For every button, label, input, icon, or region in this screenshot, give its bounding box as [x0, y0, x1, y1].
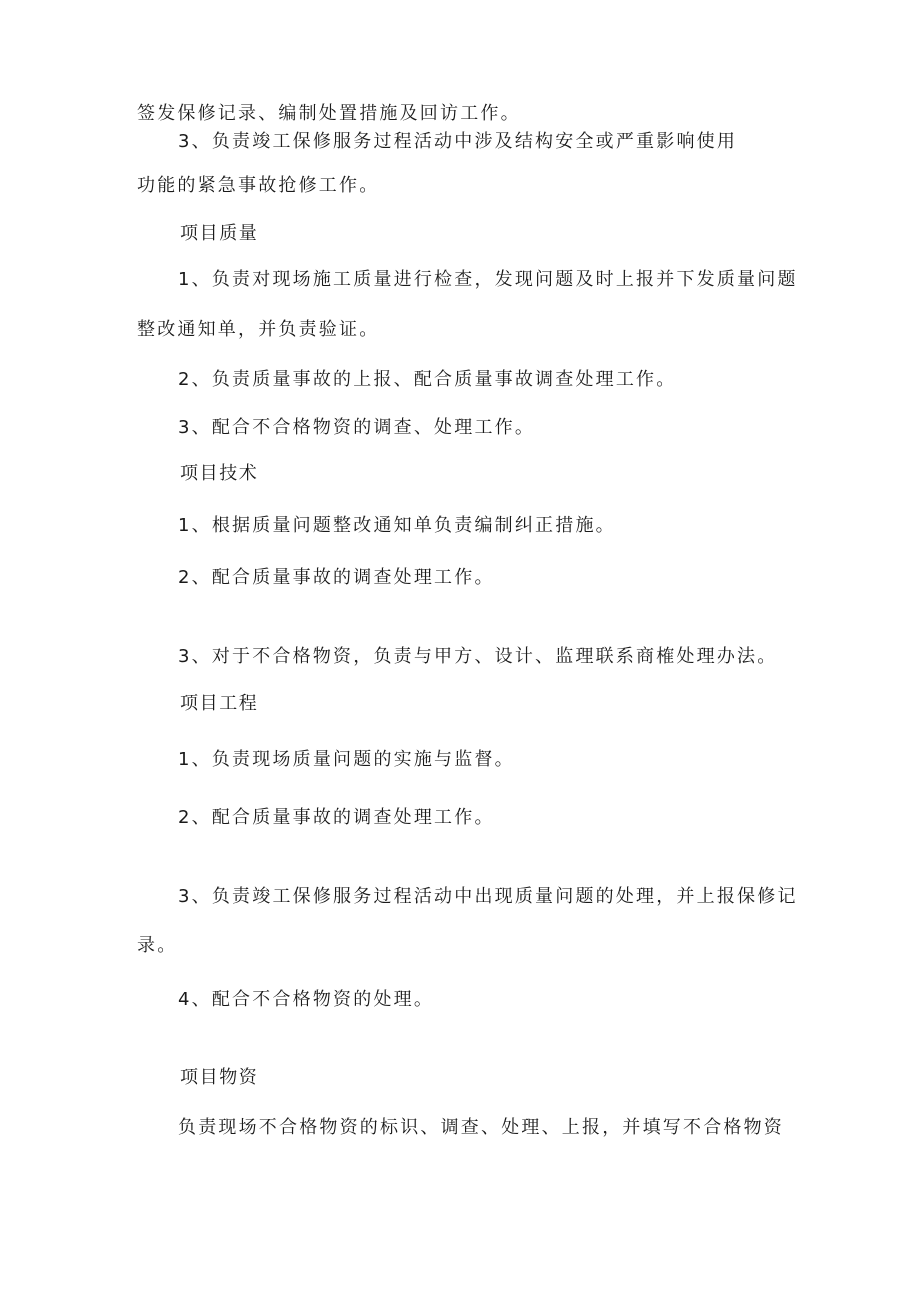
section-heading-technology: 项目技术: [180, 463, 259, 484]
section-heading-quality: 项目质量: [180, 223, 259, 244]
section-heading-materials: 项目物资: [180, 1067, 259, 1088]
paragraph-line: 3、对于不合格物资，负责与甲方、设计、监理联系商榷处理办法。: [178, 646, 778, 667]
paragraph-line: 录。: [137, 935, 178, 956]
paragraph-line: 1、负责对现场施工质量进行检查，发现问题及时上报并下发质量问题: [178, 269, 798, 290]
paragraph-line: 3、配合不合格物资的调查、处理工作。: [178, 417, 536, 438]
paragraph-line: 2、配合质量事故的调查处理工作。: [178, 567, 495, 588]
paragraph-line: 负责现场不合格物资的标识、调查、处理、上报，并填写不合格物资: [178, 1117, 784, 1138]
paragraph-line: 4、配合不合格物资的处理。: [178, 989, 435, 1010]
paragraph-line: 3、负责竣工保修服务过程活动中出现质量问题的处理，并上报保修记: [178, 886, 798, 907]
paragraph-line: 整改通知单，并负责验证。: [137, 319, 380, 340]
paragraph-line: 1、根据质量问题整改通知单负责编制纠正措施。: [178, 515, 616, 536]
paragraph-line: 1、负责现场质量问题的实施与监督。: [178, 749, 515, 770]
paragraph-line: 功能的紧急事故抢修工作。: [137, 175, 380, 196]
section-heading-engineering: 项目工程: [180, 693, 259, 714]
paragraph-line: 3、负责竣工保修服务过程活动中涉及结构安全或严重影响使用: [178, 131, 738, 152]
paragraph-line: 签发保修记录、编制处置措施及回访工作。: [137, 103, 521, 124]
paragraph-line: 2、负责质量事故的上报、配合质量事故调查处理工作。: [178, 369, 677, 390]
paragraph-line: 2、配合质量事故的调查处理工作。: [178, 807, 495, 828]
